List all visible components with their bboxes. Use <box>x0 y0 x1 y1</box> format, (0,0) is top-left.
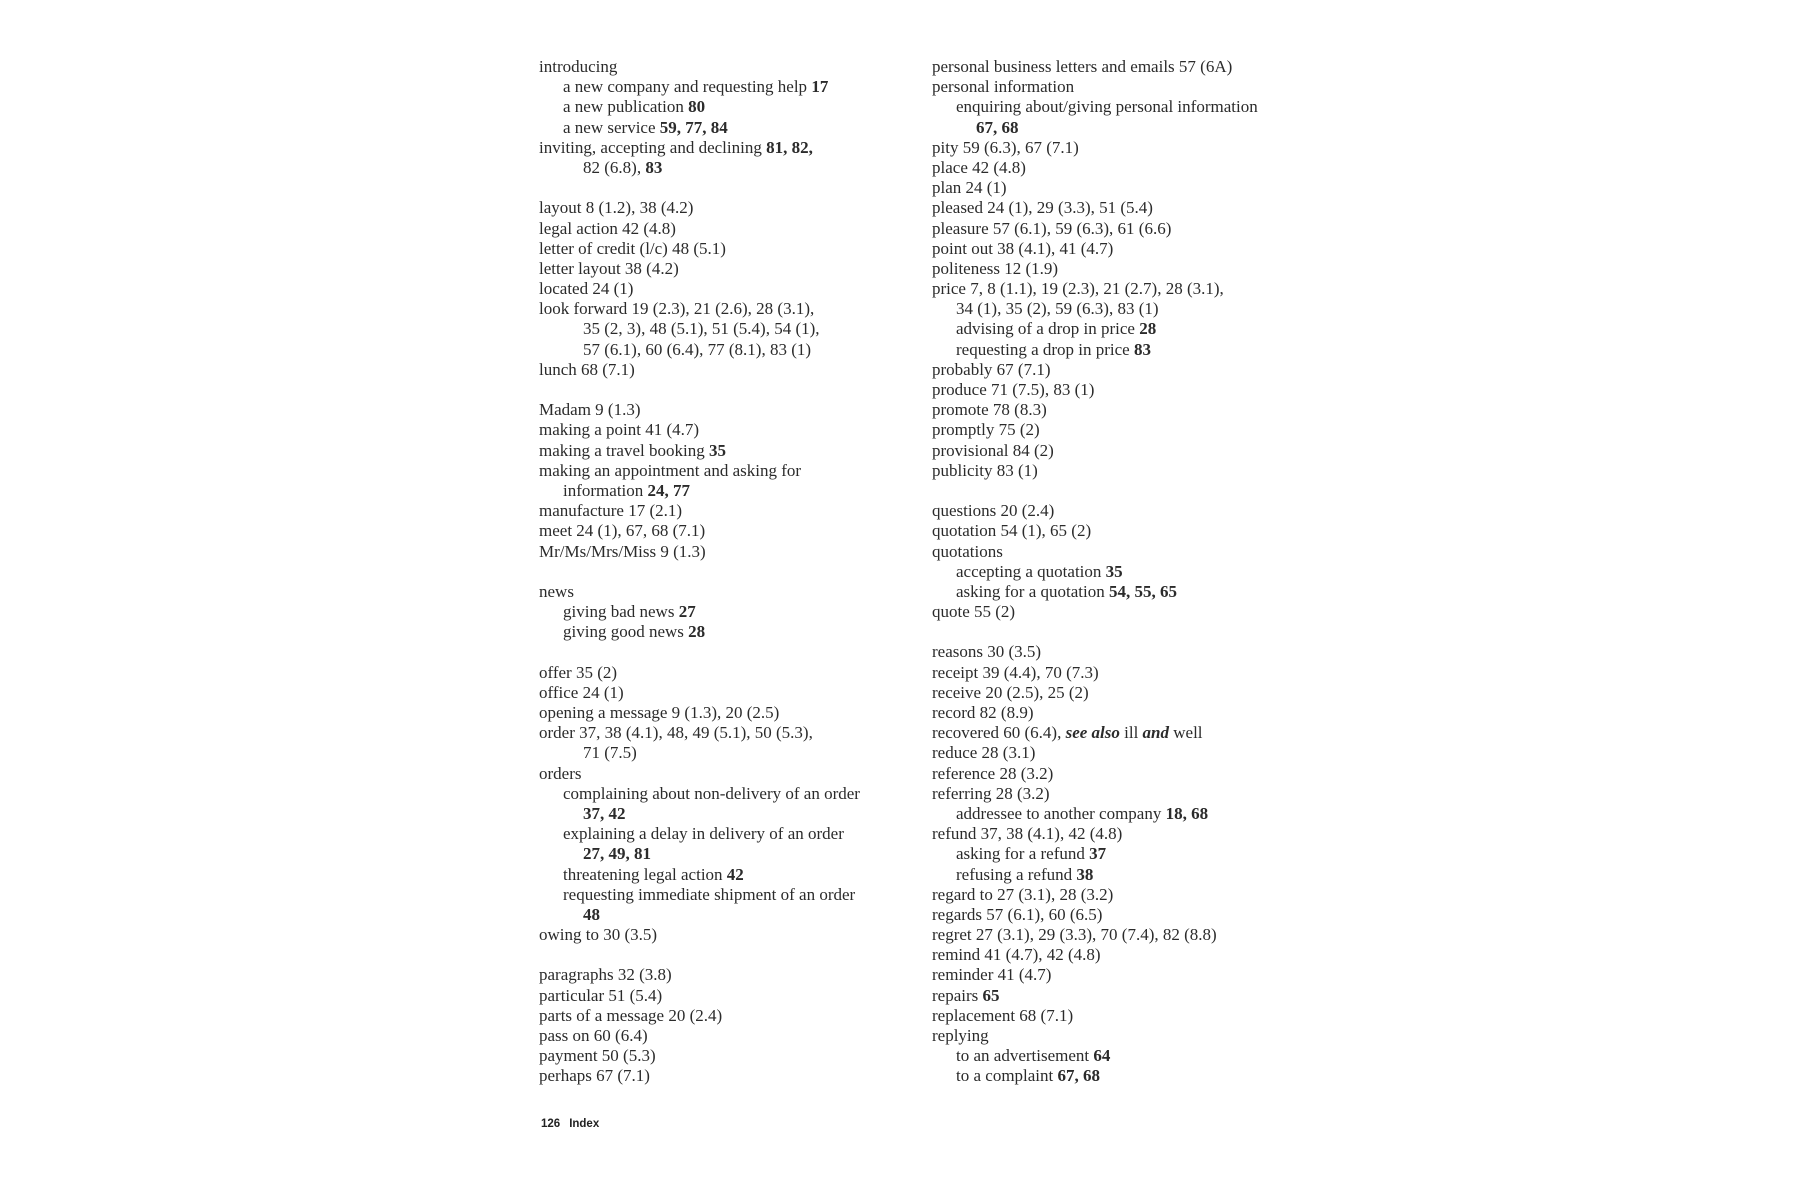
emphasized-text: 27 <box>678 602 696 622</box>
entry-text: giving bad news <box>563 602 679 622</box>
index-subentry <box>539 77 899 97</box>
index-entry <box>539 764 899 784</box>
emphasized-text: 65 <box>982 985 1000 1005</box>
section-title: Index <box>569 1118 600 1130</box>
index-entry <box>539 1066 899 1086</box>
entry-text: replacement 68 (7.1) <box>932 1005 1074 1025</box>
entry-text: promptly 75 (2) <box>932 420 1040 440</box>
entry-text: Mr/Ms/Mrs/Miss 9 (1.3) <box>539 541 706 561</box>
index-subentry <box>932 562 1332 582</box>
index-entry <box>539 703 899 723</box>
index-entry <box>539 501 899 521</box>
emphasized-text: 64 <box>1093 1046 1111 1066</box>
index-entry <box>539 279 899 299</box>
entry-text: addressee to another company <box>956 803 1166 823</box>
entry-text: reasons 30 (3.5) <box>932 642 1042 662</box>
entry-text: particular 51 (5.4) <box>539 985 663 1005</box>
index-subentry <box>539 481 899 501</box>
entry-text: located 24 (1) <box>539 279 634 299</box>
entry-text: paragraphs 32 (3.8) <box>539 965 672 985</box>
entry-group-gap <box>932 481 1332 501</box>
entry-group-gap <box>539 380 899 400</box>
emphasized-text: 59, 77, 84 <box>659 117 728 137</box>
index-subentry <box>932 844 1332 864</box>
index-entry <box>539 259 899 279</box>
index-subentry <box>539 97 899 117</box>
index-entry <box>932 360 1332 380</box>
index-subentry <box>932 1066 1332 1086</box>
entry-text: promote 78 (8.3) <box>932 400 1047 420</box>
entry-text: asking for a refund <box>956 844 1090 864</box>
index-entry <box>932 885 1332 905</box>
index-entry <box>539 239 899 259</box>
entry-text: offer 35 (2) <box>539 662 618 682</box>
index-entry <box>539 57 899 77</box>
index-entry <box>932 764 1332 784</box>
index-entry <box>539 138 899 158</box>
entry-text: publicity 83 (1) <box>932 460 1038 480</box>
page-number: 126 <box>541 1118 561 1130</box>
entry-text: information <box>563 480 648 500</box>
index-entry <box>932 501 1332 521</box>
index-entry <box>539 461 899 481</box>
index-entry <box>932 743 1332 763</box>
emphasized-text: 38 <box>1076 864 1094 884</box>
entry-text: inviting, accepting and declining <box>539 137 767 157</box>
entry-text: recovered 60 (6.4), <box>932 723 1066 743</box>
entry-text: 34 (1), 35 (2), 59 (6.3), 83 (1) <box>956 299 1159 319</box>
entry-text: pass on 60 (6.4) <box>539 1026 648 1045</box>
index-entry-continuation <box>539 844 899 864</box>
entry-text: letter layout 38 (4.2) <box>539 258 679 278</box>
index-subentry <box>932 865 1332 885</box>
index-entry <box>932 703 1332 723</box>
index-entry <box>932 663 1332 683</box>
index-entry <box>932 784 1332 804</box>
entry-text: pleased 24 (1), 29 (3.3), 51 (5.4) <box>932 198 1153 218</box>
index-entry <box>932 986 1332 1006</box>
index-subentry <box>932 340 1332 360</box>
entry-text: owing to 30 (3.5) <box>539 925 658 945</box>
entry-text: pity 59 (6.3), 67 (7.1) <box>932 137 1079 157</box>
entry-text: refusing a refund <box>956 864 1077 884</box>
entry-text: letter of credit (l/c) 48 (5.1) <box>539 238 726 258</box>
entry-text: making a point 41 (4.7) <box>539 420 700 440</box>
entry-text: reduce 28 (3.1) <box>932 743 1036 763</box>
index-entry-continuation <box>539 905 899 925</box>
entry-text: remind 41 (4.7), 42 (4.8) <box>932 945 1101 965</box>
index-entry <box>539 723 899 743</box>
index-subentry <box>932 299 1332 319</box>
emphasized-text: see also <box>1065 723 1120 743</box>
index-entry <box>932 158 1332 178</box>
index-entry-continuation <box>539 743 899 763</box>
index-subentry <box>539 865 899 885</box>
entry-text: pleasure 57 (6.1), 59 (6.3), 61 (6.6) <box>932 218 1172 238</box>
entry-text: 71 (7.5) <box>583 743 637 763</box>
entry-text: opening a message 9 (1.3), 20 (2.5) <box>539 703 780 722</box>
index-entry <box>932 178 1332 198</box>
emphasized-text: 81, 82, <box>766 137 813 157</box>
entry-text: Madam 9 (1.3) <box>539 400 641 420</box>
entry-text: ill <box>1119 723 1143 743</box>
index-entry <box>932 521 1332 541</box>
index-entry <box>539 683 899 703</box>
emphasized-text: 28 <box>688 622 706 642</box>
entry-text: personal information <box>932 77 1075 97</box>
index-entry <box>932 642 1332 662</box>
index-subentry <box>539 885 899 905</box>
emphasized-text: 35 <box>708 440 726 460</box>
entry-text: price 7, 8 (1.1), 19 (2.3), 21 (2.7), 28 (3.1), <box>932 279 1224 299</box>
index-subentry <box>539 622 899 642</box>
entry-text: quote 55 (2) <box>932 602 1016 622</box>
entry-text: advising of a drop in price <box>956 319 1140 339</box>
entry-text: 35 (2, 3), 48 (5.1), 51 (5.4), 54 (1), <box>583 319 820 339</box>
entry-text: lunch 68 (7.1) <box>539 359 635 379</box>
index-entry <box>932 542 1332 562</box>
entry-text: news <box>539 581 574 601</box>
index-subentry <box>932 804 1332 824</box>
index-entry <box>539 925 899 945</box>
entry-text: receive 20 (2.5), 25 (2) <box>932 682 1089 702</box>
entry-text: requesting a drop in price <box>956 339 1134 359</box>
emphasized-text: 80 <box>688 97 706 117</box>
index-entry-continuation <box>539 158 899 178</box>
index-entry <box>932 219 1332 239</box>
emphasized-text: 35 <box>1105 561 1123 581</box>
entry-text: payment 50 (5.3) <box>539 1046 656 1066</box>
index-column-right <box>932 57 1332 1087</box>
index-entry <box>539 986 899 1006</box>
entry-text: plan 24 (1) <box>932 178 1007 198</box>
entry-group-gap <box>932 622 1332 642</box>
index-subentry <box>539 784 899 804</box>
entry-text: regard to 27 (3.1), 28 (3.2) <box>932 884 1114 904</box>
index-entry <box>932 683 1332 703</box>
entry-text: politeness 12 (1.9) <box>932 258 1059 278</box>
entry-text: explaining a delay in delivery of an order <box>563 824 844 844</box>
index-entry <box>932 57 1332 77</box>
index-column-left <box>539 57 899 1087</box>
entry-text: produce 71 (7.5), 83 (1) <box>932 380 1095 399</box>
entry-text: layout 8 (1.2), 38 (4.2) <box>539 198 694 218</box>
emphasized-text: 48 <box>583 904 600 924</box>
emphasized-text: 37, 42 <box>583 803 626 823</box>
emphasized-text: 37 <box>1089 844 1107 864</box>
emphasized-text: 67, 68 <box>1057 1066 1101 1086</box>
index-entry <box>539 542 899 562</box>
index-entry <box>539 198 899 218</box>
index-entry <box>932 138 1332 158</box>
index-entry-continuation <box>932 118 1332 138</box>
entry-text: receipt 39 (4.4), 70 (7.3) <box>932 662 1099 682</box>
entry-text: complaining about non-delivery of an order <box>563 783 860 803</box>
index-entry <box>932 723 1332 743</box>
index-entry <box>539 219 899 239</box>
entry-text: perhaps 67 (7.1) <box>539 1066 650 1086</box>
entry-text: reminder 41 (4.7) <box>932 965 1052 985</box>
index-entry <box>539 400 899 420</box>
index-entry <box>932 400 1332 420</box>
entry-text: regret 27 (3.1), 29 (3.3), 70 (7.4), 82 (8.8) <box>932 925 1217 945</box>
entry-text: 82 (6.8), <box>583 157 646 177</box>
entry-group-gap <box>539 945 899 965</box>
index-entry <box>932 602 1332 622</box>
emphasized-text: 67, 68 <box>976 117 1019 137</box>
index-entry <box>932 259 1332 279</box>
entry-text: provisional 84 (2) <box>932 440 1054 460</box>
entry-text: a new company and requesting help <box>563 77 812 97</box>
entry-group-gap <box>539 178 899 198</box>
entry-text: a new publication <box>563 97 689 117</box>
entry-text: a new service <box>563 117 660 137</box>
index-subentry <box>539 602 899 622</box>
emphasized-text: 27, 49, 81 <box>583 844 651 864</box>
entry-text: accepting a quotation <box>956 561 1106 581</box>
index-subentry <box>539 118 899 138</box>
emphasized-text: 28 <box>1139 319 1157 339</box>
entry-group-gap <box>539 642 899 662</box>
emphasized-text: and <box>1142 723 1170 743</box>
index-entry <box>932 279 1332 299</box>
entry-text: well <box>1169 723 1203 743</box>
index-entry <box>539 965 899 985</box>
index-entry-continuation <box>539 319 899 339</box>
index-entry <box>932 239 1332 259</box>
entry-text: reference 28 (3.2) <box>932 763 1054 783</box>
entry-text: probably 67 (7.1) <box>932 359 1051 379</box>
index-entry <box>539 420 899 440</box>
entry-text: quotations <box>932 541 1003 561</box>
index-entry-continuation <box>539 340 899 360</box>
index-entry <box>932 1006 1332 1026</box>
emphasized-text: 18, 68 <box>1165 803 1209 823</box>
emphasized-text: 83 <box>645 157 663 177</box>
index-subentry <box>932 319 1332 339</box>
entry-text: record 82 (8.9) <box>932 703 1034 722</box>
index-entry <box>539 521 899 541</box>
index-entry <box>539 582 899 602</box>
index-entry <box>932 77 1332 97</box>
entry-text: orders <box>539 763 582 783</box>
entry-text: legal action 42 (4.8) <box>539 218 676 238</box>
index-entry <box>539 1006 899 1026</box>
entry-text: to a complaint <box>956 1066 1058 1086</box>
index-entry <box>539 299 899 319</box>
entry-text: repairs <box>932 985 983 1005</box>
index-entry <box>932 198 1332 218</box>
emphasized-text: 24, 77 <box>647 480 691 500</box>
entry-text: giving good news <box>563 622 689 642</box>
entry-text: to an advertisement <box>956 1046 1094 1066</box>
index-entry <box>932 965 1332 985</box>
index-subentry <box>539 824 899 844</box>
index-entry <box>932 905 1332 925</box>
index-entry <box>932 380 1332 400</box>
entry-text: asking for a quotation <box>956 581 1109 601</box>
entry-text: making a travel booking <box>539 440 709 460</box>
entry-text: 57 (6.1), 60 (6.4), 77 (8.1), 83 (1) <box>583 339 812 359</box>
entry-text: replying <box>932 1026 989 1045</box>
index-subentry <box>932 582 1332 602</box>
entry-text: questions 20 (2.4) <box>932 501 1055 521</box>
entry-text: parts of a message 20 (2.4) <box>539 1005 723 1025</box>
index-entry <box>539 1046 899 1066</box>
index-entry <box>932 461 1332 481</box>
emphasized-text: 54, 55, 65 <box>1108 581 1177 601</box>
entry-text: requesting immediate shipment of an order <box>563 884 856 904</box>
index-entry <box>932 824 1332 844</box>
entry-text: refund 37, 38 (4.1), 42 (4.8) <box>932 824 1123 844</box>
index-subentry <box>932 97 1332 117</box>
index-entry <box>932 1026 1332 1046</box>
entry-text: personal business letters and emails 57 (6A) <box>932 57 1233 76</box>
index-entry <box>932 441 1332 461</box>
entry-text: introducing <box>539 57 618 76</box>
index-entry <box>932 945 1332 965</box>
entry-text: office 24 (1) <box>539 682 624 702</box>
index-entry <box>539 663 899 683</box>
entry-text: meet 24 (1), 67, 68 (7.1) <box>539 521 706 541</box>
entry-text: manufacture 17 (2.1) <box>539 501 683 521</box>
index-entry <box>539 1026 899 1046</box>
emphasized-text: 42 <box>726 864 744 884</box>
index-entry <box>932 925 1332 945</box>
entry-group-gap <box>539 562 899 582</box>
entry-text: look forward 19 (2.3), 21 (2.6), 28 (3.1), <box>539 299 815 319</box>
emphasized-text: 83 <box>1133 339 1151 359</box>
entry-text: place 42 (4.8) <box>932 157 1026 177</box>
index-entry <box>932 420 1332 440</box>
entry-text: quotation 54 (1), 65 (2) <box>932 521 1092 541</box>
entry-text: point out 38 (4.1), 41 (4.7) <box>932 238 1114 258</box>
entry-text: making an appointment and asking for <box>539 460 802 480</box>
entry-text: referring 28 (3.2) <box>932 783 1050 803</box>
entry-text: enquiring about/giving personal information <box>956 97 1258 117</box>
index-subentry <box>932 1046 1332 1066</box>
page-footer <box>541 1118 599 1130</box>
index-entry-continuation <box>539 804 899 824</box>
entry-text: regards 57 (6.1), 60 (6.5) <box>932 904 1103 924</box>
index-entry <box>539 360 899 380</box>
index-entry <box>539 441 899 461</box>
entry-text: order 37, 38 (4.1), 48, 49 (5.1), 50 (5.3), <box>539 723 813 743</box>
entry-text: threatening legal action <box>563 864 727 884</box>
emphasized-text: 17 <box>811 77 829 97</box>
